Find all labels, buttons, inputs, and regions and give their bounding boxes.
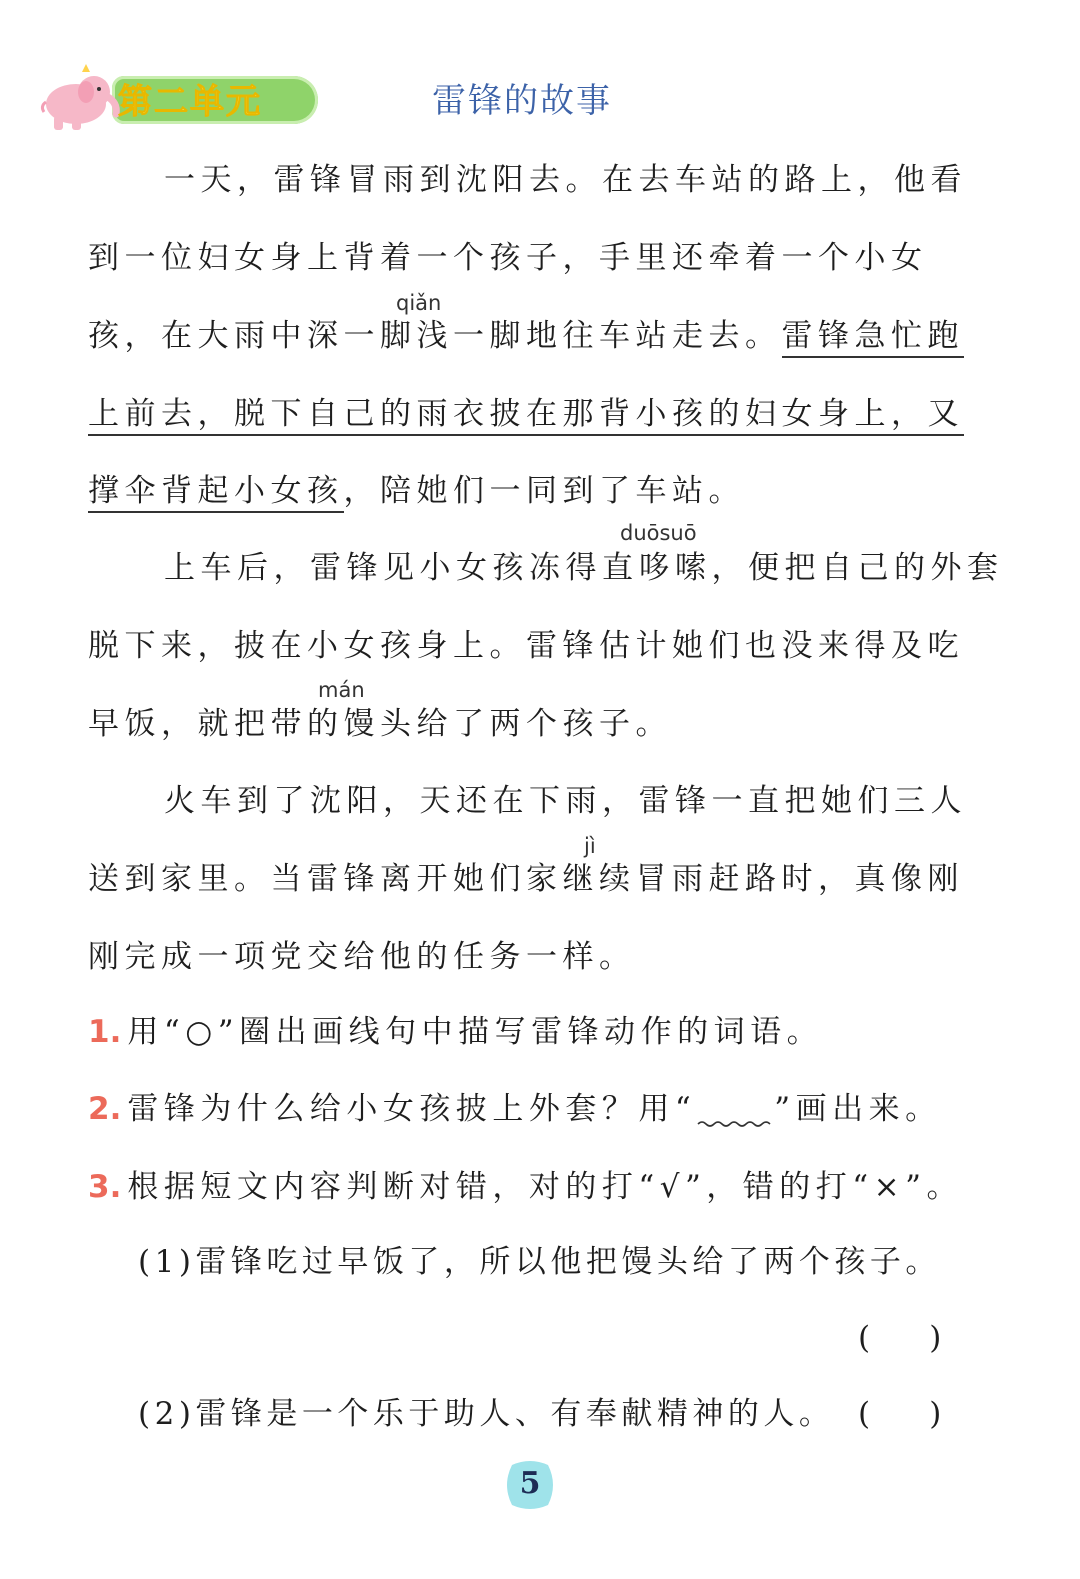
passage-p1-line5-plain: ，陪她们一同到了车站。 — [343, 473, 745, 509]
page-number: 5 — [519, 1466, 541, 1501]
passage-p1-line5 — [88, 469, 964, 513]
question-2-text-after: ”画出来。 — [774, 1091, 942, 1127]
question-3 — [88, 1165, 964, 1209]
passage-p1-line3-plain: 孩，在大雨中深一脚浅一脚地往车站走去。 — [88, 318, 782, 354]
answer-box-2[interactable]: ( ) — [858, 1396, 942, 1432]
underlined-sentence-part1: 雷锋急忙跑 — [782, 318, 965, 358]
question-3-item-1: (1)雷锋吃过早饭了，所以他把馒头给了两个孩子。 — [138, 1244, 941, 1280]
question-1-text: 用“○”圈出画线句中描写雷锋动作的词语。 — [127, 1014, 824, 1050]
question-3-text: 根据短文内容判断对错，对的打“√”，错的打“×”。 — [127, 1169, 963, 1205]
passage-p1-line3 — [88, 314, 964, 358]
passage-p2-line1: 上车后，雷锋见小女孩冻得直哆嗦，便把自己的外套 — [164, 550, 1004, 586]
question-2-number: 2. — [88, 1091, 122, 1127]
passage-p2-line3: 早饭，就把带的馒头给了两个孩子。 — [88, 706, 672, 742]
question-2 — [88, 1087, 964, 1131]
pinyin-duosuo: duōsuō — [620, 521, 697, 545]
pinyin-qian: qiǎn — [396, 291, 442, 315]
elephant-icon — [36, 62, 126, 132]
passage-p2-line2: 脱下来，披在小女孩身上。雷锋估计她们也没来得及吃 — [88, 628, 964, 664]
passage-p1-line2: 到一位妇女身上背着一个孩子，手里还牵着一个小女 — [88, 240, 928, 276]
passage-p3-line2: 送到家里。当雷锋离开她们家继续冒雨赶路时，真像刚 — [88, 861, 964, 897]
answer-box-1[interactable]: ( ) — [858, 1320, 942, 1356]
passage-p1-line1: 一天，雷锋冒雨到沈阳去。在去车站的路上，他看 — [164, 162, 967, 198]
pinyin-man: mán — [318, 678, 365, 702]
question-2-text-before: 雷锋为什么给小女孩披上外套？用“ — [127, 1091, 697, 1127]
underlined-sentence-part3: 撑伞背起小女孩 — [88, 473, 344, 513]
lesson-title: 雷锋的故事 — [432, 81, 612, 121]
wavy-underline-sample — [696, 1091, 774, 1131]
passage-p3-line1: 火车到了沈阳，天还在下雨，雷锋一直把她们三人 — [164, 783, 967, 819]
unit-label: 第二单元 — [118, 82, 262, 122]
question-3-item-2: (2)雷锋是一个乐于助人、有奉献精神的人。 — [138, 1396, 835, 1432]
passage-p3-line3: 刚完成一项党交给他的任务一样。 — [88, 939, 636, 975]
question-3-number: 3. — [88, 1169, 122, 1205]
pinyin-ji: jì — [584, 834, 596, 858]
passage-p1-line4 — [88, 392, 964, 436]
question-1-number: 1. — [88, 1014, 122, 1050]
question-1 — [88, 1010, 964, 1054]
underlined-sentence-part2: 上前去，脱下自己的雨衣披在那背小孩的妇女身上，又 — [88, 396, 964, 436]
